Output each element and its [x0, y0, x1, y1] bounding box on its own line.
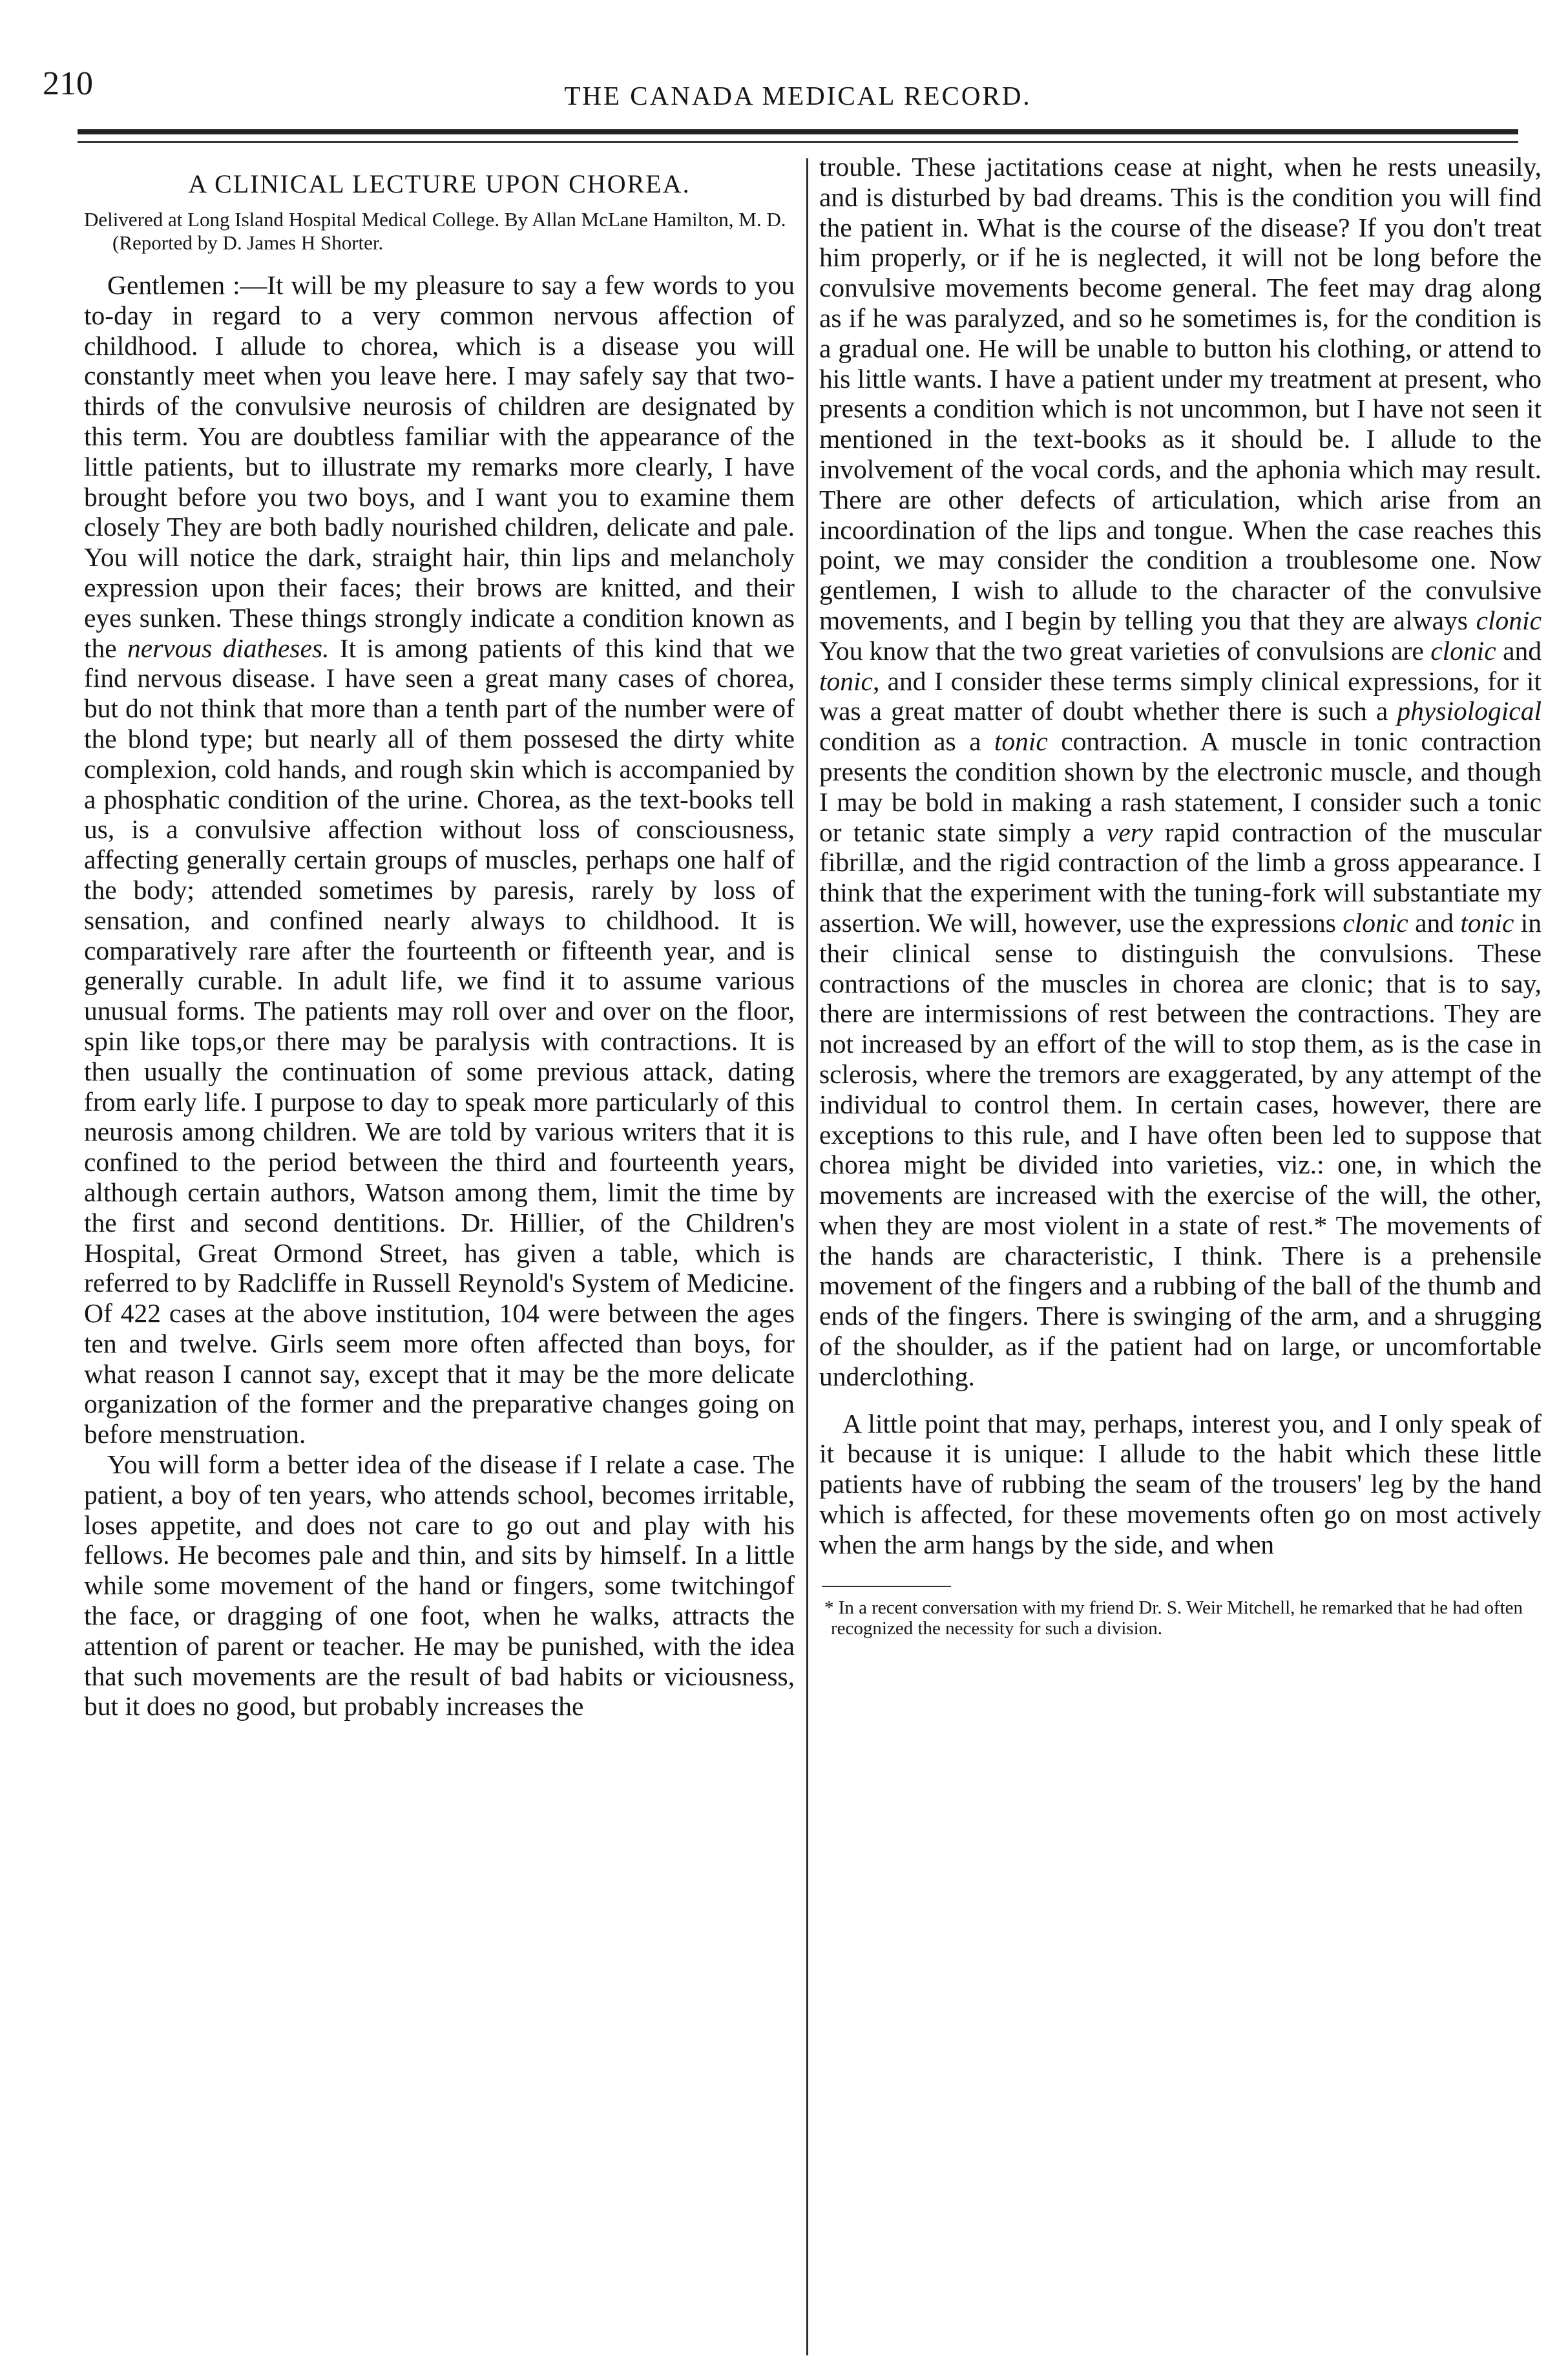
- article-byline: Delivered at Long Island Hospital Medical College. By Allan McLane Hamilton, M. D. (Reported by D. James H Shorter.: [84, 208, 786, 254]
- footnote: * In a recent conversation with my friend Dr. S. Weir Mitchell, he remarked that he had often recognized the necessity for such a division.: [824, 1597, 1523, 1639]
- paragraph-text: , and I consider these terms simply clinical expressions, for it was a great matter of doubt whether there is such a: [819, 666, 1542, 726]
- column-divider: [806, 158, 808, 2355]
- italic-word: very: [1106, 817, 1153, 847]
- header-rule-thin: [78, 141, 1518, 143]
- italic-word: physiological: [1397, 696, 1542, 726]
- italic-word: tonic: [1460, 907, 1514, 938]
- paragraph-text: trouble. These jactitations cease at night, when he rests uneasily, and is disturbed by bad dreams. This is the condition you will find the patient in. What is the course of the disease? If you don't treat him properly, or if he is neglected, it will not be long before the convulsive movements become general. The feet may drag along as if he was paralyzed, and so he sometimes is, for the condition is a gradual one. He will be unable to button his clothing, or attend to his little wants. I have a patient under my treatment at present, who presents a condition which is not uncommon, but I have not seen it mentioned in the text-books as it should be. I allude to the involvement of the vocal cords, and the aphonia which may result. There are other defects of articulation, which arise from an incoordination of the lips and tongue. When the case reaches this point, we may consider the condition a troublesome one. Now gentlemen, I wish to allude to the character of the convulsive movements, and I begin by telling you that they are always: [819, 152, 1542, 635]
- footnote-rule: [822, 1586, 951, 1587]
- paragraph-text: condition as a: [819, 726, 981, 757]
- italic-word: tonic: [819, 666, 873, 696]
- paragraph-text: and: [1415, 907, 1454, 938]
- right-column: [819, 152, 1542, 1639]
- article-title: A CLINICAL LECTURE UPON CHOREA.: [188, 169, 691, 198]
- italic-word: clonic: [1343, 907, 1408, 938]
- italic-word: tonic: [994, 726, 1048, 757]
- paragraph: [84, 270, 795, 1449]
- paragraph: [819, 152, 1542, 1392]
- italic-word: clonic: [1476, 605, 1542, 635]
- paragraph-text: You know that the two great varieties of convulsions are: [819, 635, 1424, 666]
- paragraph-text: and: [1503, 635, 1542, 666]
- paragraph-text: rapid contraction of the muscular fibrillæ, and the rigid contraction of the limb a gross appearance. I think that the experiment with the tuning-fork will substantiate my assertion. We will, however, use the expressions: [819, 817, 1542, 938]
- running-title: THE CANADA MEDICAL RECORD.: [564, 81, 1032, 110]
- header-rule-thick: [78, 129, 1518, 134]
- paragraph-text: in their clinical sense to distinguish the convulsions. These contractions of the muscles in chorea are clonic; that is to say, there are intermissions of rest between the contractions. They are not increased by an effort of the will to stop them, as is the case in sclerosis, where the tremors are exaggerated, by any attempt of the individual to control them. In certain cases, however, there are exceptions to this rule, and I have often been led to suppose that chorea might be divided into varieties, viz.: one, in which the movements are increased with the exercise of the will, the other, when they are most violent in a state of rest.* The movements of the hands are characteristic, I think. There is a prehensile movement of the fingers and a rubbing of the ball of the thumb and ends of the fingers. There is swinging of the arm, and a shrugging of the shoulder, as if the patient had on large, or uncomfortable underclothing.: [819, 907, 1542, 1391]
- paragraph-text: contraction. A muscle in tonic contraction presents the condition shown by the electronic muscle, and though I may be bold in making a rash statement, I consider such a tonic or tetanic state simply a: [819, 726, 1542, 847]
- italic-word: clonic: [1430, 635, 1496, 666]
- italic-phrase: nervous diatheses.: [127, 633, 329, 663]
- paragraph: You will form a better idea of the disease if I relate a case. The patient, a boy of ten years, who attends school, becomes irritable, loses appetite, and does not care to go out and play with his fellows. He becomes pale and thin, and sits by himself. In a little while some movement of the hand or fingers, some twitchingof the face, or dragging of one foot, when he walks, attracts the attention of parent or teacher. He may be punished, with the idea that such movements are the result of bad habits or viciousness, but it does no good, but probably increases the: [84, 1449, 795, 1721]
- page-number: 210: [43, 65, 93, 102]
- paragraph-text: It is among patients of this kind that we find nervous disease. I have seen a great many cases of chorea, but do not think that more than a tenth part of the number were of the blond type; but nearly all of them possesed the dirty white complexion, cold hands, and rough skin which is accompanied by a phosphatic condition of the urine. Chorea, as the text-books tell us, is a convulsive affection without loss of consciousness, affecting generally certain groups of muscles, perhaps one half of the body; attended sometimes by paresis, rarely by loss of sensation, and confined nearly always to childhood. It is comparatively rare after the fourteenth or fifteenth year, and is generally curable. In adult life, we find it to assume various unusual forms. The patients may roll over and over on the floor, spin like tops,or there may be paralysis with contractions. It is then usually the continuation of some previous attack, dating from early life. I purpose to day to speak more particularly of this neurosis among children. We are told by various writers that it is confined to the period between the third and fourteenth years, although certain authors, Watson among them, limit the time by the first and second dentitions. Dr. Hillier, of the Children's Hospital, Great Ormond Street, has given a table, which is referred to by Radcliffe in Russell Reynold's System of Medicine. Of 422 cases at the above institution, 104 were between the ages ten and twelve. Girls seem more often affected than boys, for what reason I cannot say, except that it may be the more delicate organization of the former and the preparative changes going on before menstruation.: [84, 633, 795, 1449]
- page-header: [40, 62, 1556, 127]
- paragraph-text: Gentlemen :—It will be my pleasure to say a few words to you to-day in regard to a very common nervous affection of childhood. I allude to chorea, which is a disease you will constantly meet when you leave here. I may safely say that two-thirds of the convulsive neurosis of children are designated by this term. You are doubtless familiar with the appearance of the little patients, but to illustrate my remarks more clearly, I have brought before you two boys, and I want you to examine them closely They are both badly nourished children, delicate and pale. You will notice the dark, straight hair, thin lips and melancholy expression upon their faces; their brows are knitted, and their eyes sunken. These things strongly indicate a condition known as the: [84, 270, 795, 663]
- paragraph: A little point that may, perhaps, interest you, and I only speak of it because it is unique: I allude to the habit which these little patients have of rubbing the seam of the trousers' leg by the hand which is affected, for these movements often go on most actively when the arm hangs by the side, and when: [819, 1408, 1542, 1559]
- left-column: [84, 152, 795, 1721]
